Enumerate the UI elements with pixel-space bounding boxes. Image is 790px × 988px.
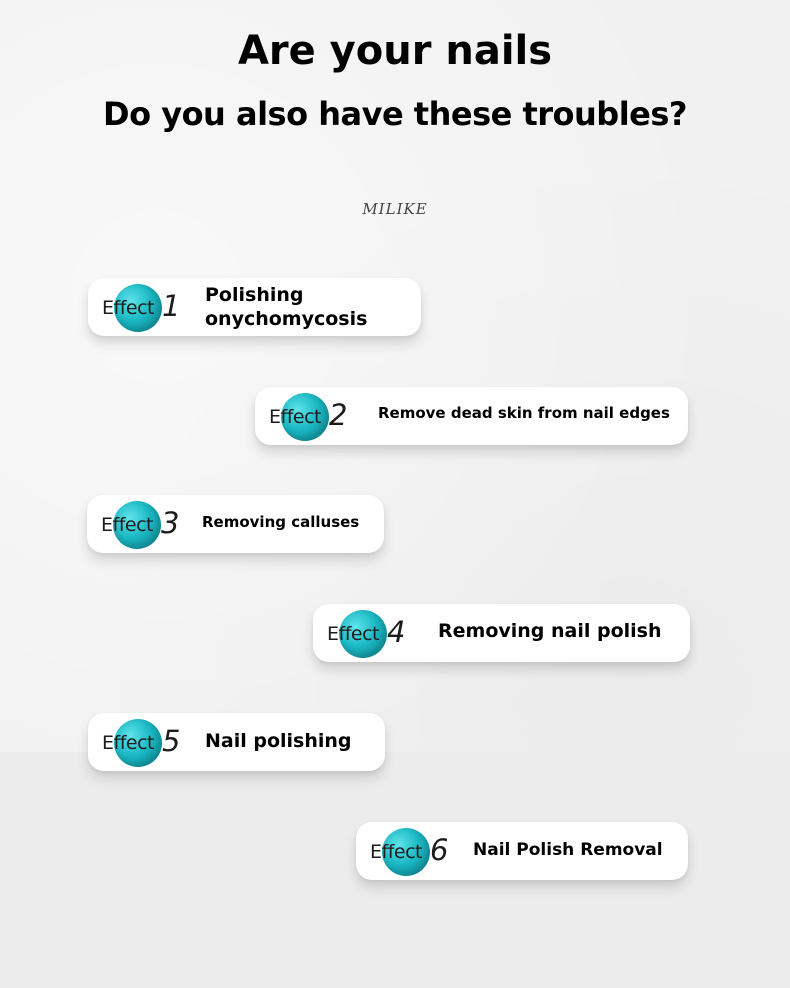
effect-word: Effect <box>101 514 153 536</box>
effect-word: Effect <box>327 623 379 645</box>
effect-badge <box>370 828 450 876</box>
effect-word: Effect <box>269 406 321 428</box>
effect-badge <box>327 610 407 658</box>
effect-label-line-1: Polishing <box>205 284 304 306</box>
effect-number: 4 <box>387 615 406 649</box>
effect-word: Effect <box>370 841 422 863</box>
effect-number: 5 <box>162 724 181 758</box>
effect-number: 6 <box>430 833 449 867</box>
page-title: Are your nails <box>237 28 553 74</box>
effect-word: Effect <box>102 297 154 319</box>
effect-badge <box>102 719 182 767</box>
effect-label: Remove dead skin from nail edges <box>378 404 670 422</box>
effect-number: 2 <box>329 398 348 432</box>
effect-card-6 <box>356 822 688 880</box>
effect-badge <box>102 284 182 332</box>
effect-label: Removing nail polish <box>438 620 662 642</box>
brand-logo: MILIKE <box>362 200 428 218</box>
effect-label: Nail Polish Removal <box>473 840 663 860</box>
effect-card-4 <box>313 604 690 662</box>
effect-badge <box>101 501 181 549</box>
effect-label-line-2: onychomycosis <box>205 308 368 330</box>
page-subtitle: Do you also have these troubles? <box>103 95 687 133</box>
effect-number: 3 <box>161 506 180 540</box>
effect-card-2 <box>255 387 688 445</box>
effect-card-1 <box>88 278 421 336</box>
effect-card-3 <box>87 495 384 553</box>
effect-badge <box>269 393 349 441</box>
effect-card-5 <box>88 713 385 771</box>
effect-number: 1 <box>162 289 181 323</box>
effect-label <box>205 283 367 331</box>
effect-word: Effect <box>102 732 154 754</box>
effect-label: Nail polishing <box>205 730 352 752</box>
effect-label: Removing calluses <box>202 513 360 531</box>
